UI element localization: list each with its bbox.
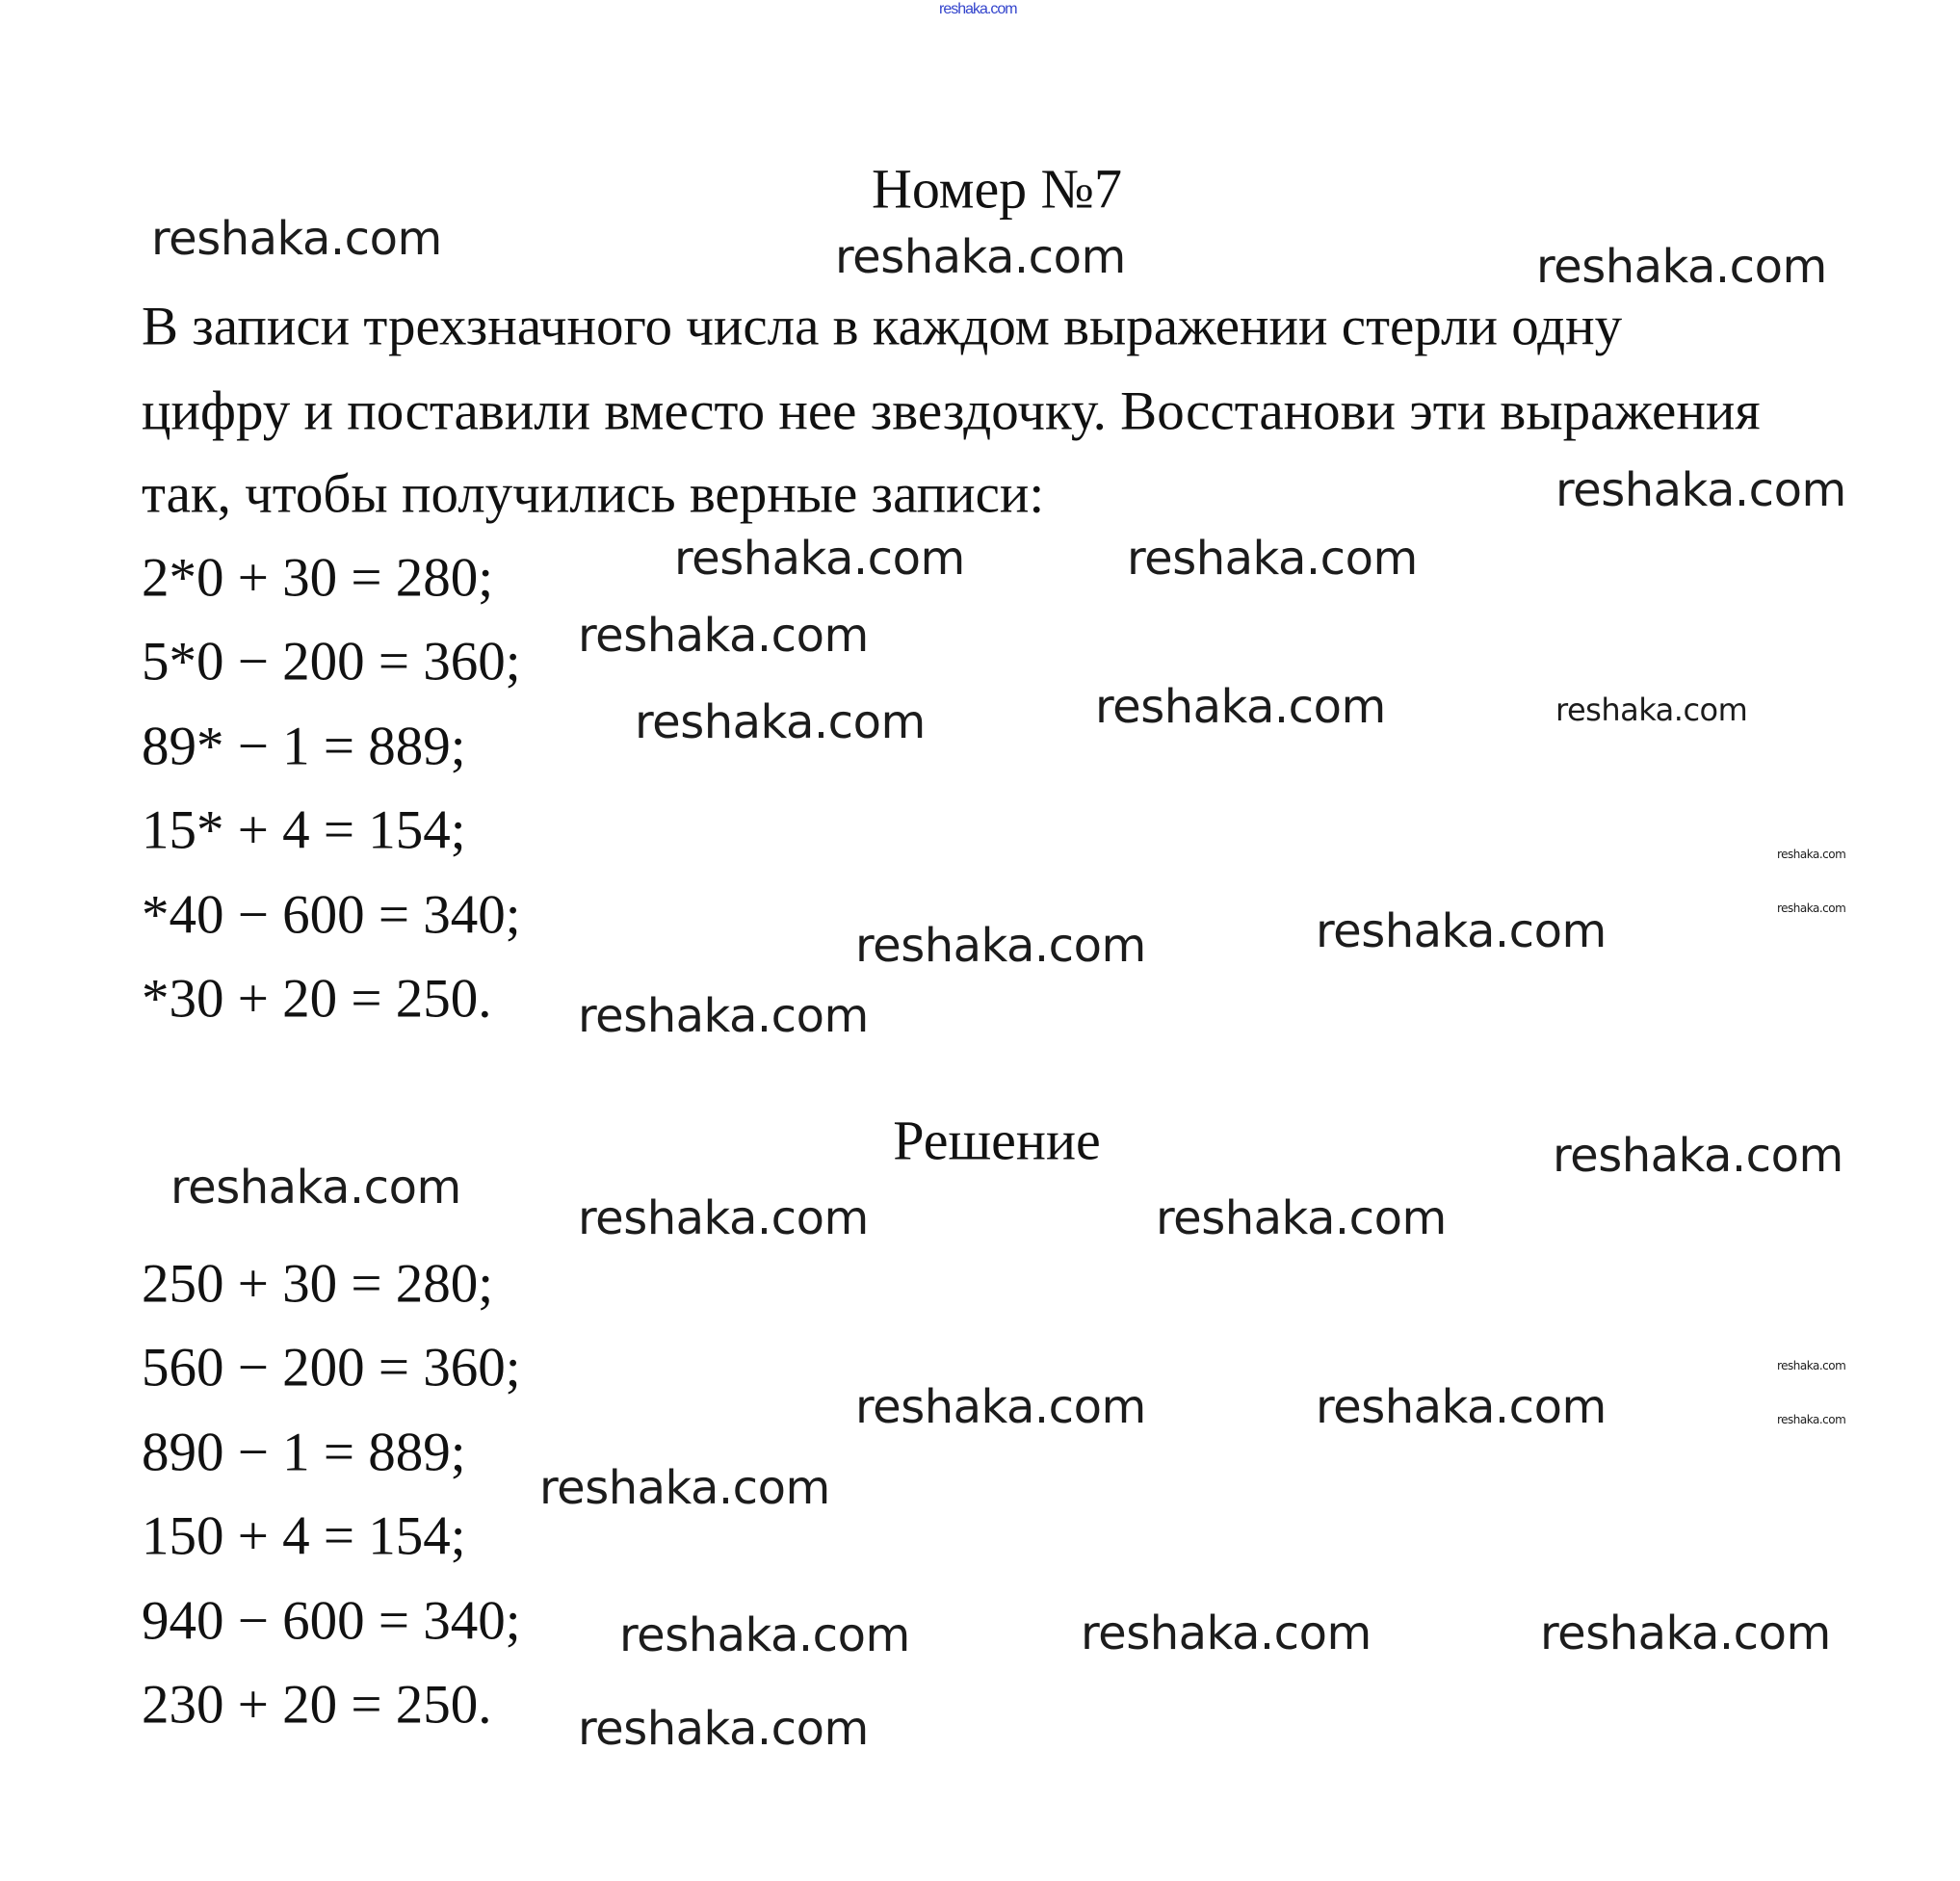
answer: 150 + 4 = 154; (142, 1505, 466, 1567)
watermark: reshaka.com (539, 1461, 830, 1515)
watermark: reshaka.com (1777, 1359, 1846, 1372)
answer: 560 − 200 = 360; (142, 1337, 521, 1398)
expression: 15* + 4 = 154; (142, 799, 466, 861)
watermark: reshaka.com (1156, 1191, 1447, 1245)
watermark: reshaka.com (635, 695, 926, 749)
watermark: reshaka.com (170, 1161, 461, 1215)
watermark: reshaka.com (1777, 901, 1846, 915)
watermark: reshaka.com (578, 1702, 869, 1756)
watermark: reshaka.com (1536, 240, 1827, 294)
answer: 230 + 20 = 250. (142, 1674, 492, 1736)
watermark: reshaka.com (1316, 1380, 1607, 1434)
watermark: reshaka.com (1553, 1129, 1843, 1183)
problem-line: В записи трехзначного числа в каждом выражении стерли одну (142, 296, 1623, 357)
answer: 250 + 30 = 280; (142, 1253, 494, 1315)
watermark: reshaka.com (1127, 532, 1418, 586)
page-title: Номер №7 (871, 157, 1123, 221)
watermark: reshaka.com (578, 989, 869, 1043)
watermark: reshaka.com (835, 230, 1126, 284)
problem-line: так, чтобы получились верные записи: (142, 463, 1045, 525)
watermark: reshaka.com (1555, 692, 1748, 728)
expression: *30 + 20 = 250. (142, 968, 492, 1030)
watermark: reshaka.com (1777, 848, 1846, 861)
problem-line: цифру и поставили вместо нее звездочку. Восстанови эти выражения (142, 380, 1761, 442)
answer: 940 − 600 = 340; (142, 1590, 521, 1652)
watermark: reshaka.com (855, 919, 1146, 973)
watermark: reshaka.com (1555, 463, 1846, 517)
expression: *40 − 600 = 340; (142, 884, 521, 946)
expression: 89* − 1 = 889; (142, 716, 466, 777)
watermark: reshaka.com (1777, 1413, 1846, 1426)
solution-heading: Решение (893, 1109, 1101, 1172)
expression: 2*0 + 30 = 280; (142, 547, 494, 609)
watermark: reshaka.com (674, 532, 965, 586)
watermark: reshaka.com (1095, 680, 1386, 734)
watermark: reshaka.com (578, 609, 869, 663)
watermark: reshaka.com (578, 1191, 869, 1245)
watermark: reshaka.com (151, 212, 442, 266)
answer: 890 − 1 = 889; (142, 1422, 466, 1483)
site-link[interactable]: reshaka.com (939, 1, 1017, 17)
watermark: reshaka.com (855, 1380, 1146, 1434)
watermark: reshaka.com (1540, 1607, 1831, 1660)
watermark: reshaka.com (1316, 904, 1607, 958)
watermark: reshaka.com (1081, 1607, 1372, 1660)
expression: 5*0 − 200 = 360; (142, 631, 521, 692)
watermark: reshaka.com (619, 1608, 910, 1662)
